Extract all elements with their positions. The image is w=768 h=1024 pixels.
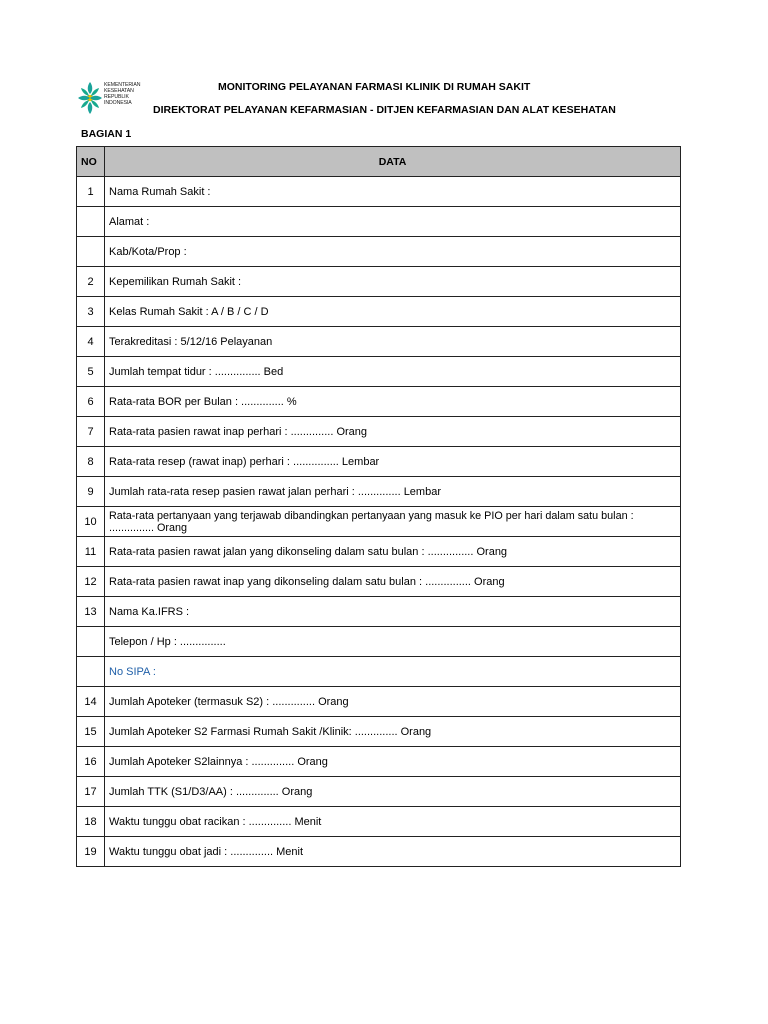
table-row: [77, 237, 681, 267]
row-number: 7: [77, 417, 105, 447]
table-row: [77, 687, 681, 717]
row-data[interactable]: Jumlah Apoteker (termasuk S2) : .............. Orang: [105, 687, 681, 717]
row-number: 5: [77, 357, 105, 387]
row-data[interactable]: Waktu tunggu obat jadi : .............. Menit: [105, 837, 681, 867]
table-row: [77, 747, 681, 777]
kemenkes-logo: [77, 78, 149, 120]
table-row: [77, 297, 681, 327]
table-row: [77, 807, 681, 837]
table-row: [77, 327, 681, 357]
row-number: 18: [77, 807, 105, 837]
row-data[interactable]: Rata-rata pasien rawat jalan yang dikonseling dalam satu bulan : ............... Orang: [105, 537, 681, 567]
row-data[interactable]: Rata-rata pertanyaan yang terjawab dibandingkan pertanyaan yang masuk ke PIO per hari dalam satu bulan : ............... Orang: [105, 507, 681, 537]
row-data[interactable]: Kab/Kota/Prop :: [105, 237, 681, 267]
header-no: NO: [77, 147, 105, 177]
row-number: 3: [77, 297, 105, 327]
document-title: MONITORING PELAYANAN FARMASI KLINIK DI RUMAH SAKIT: [218, 81, 531, 93]
table-row: [77, 507, 681, 537]
row-number: 8: [77, 447, 105, 477]
table-row: [77, 777, 681, 807]
table-row: [77, 267, 681, 297]
row-data[interactable]: Telepon / Hp : ...............: [105, 627, 681, 657]
row-data[interactable]: Kepemilikan Rumah Sakit :: [105, 267, 681, 297]
row-number: 10: [77, 507, 105, 537]
row-number: [77, 657, 105, 687]
row-data[interactable]: Rata-rata pasien rawat inap perhari : .............. Orang: [105, 417, 681, 447]
row-number: 16: [77, 747, 105, 777]
row-number: [77, 627, 105, 657]
row-number: 17: [77, 777, 105, 807]
row-number: 14: [77, 687, 105, 717]
table-row: [77, 597, 681, 627]
logo-text: KEMENTERIAN KESEHATAN REPUBLIK INDONESIA: [104, 82, 141, 106]
row-data[interactable]: Nama Ka.IFRS :: [105, 597, 681, 627]
table-row: [77, 417, 681, 447]
row-number: 19: [77, 837, 105, 867]
row-number: 4: [77, 327, 105, 357]
row-data[interactable]: Jumlah rata-rata resep pasien rawat jalan perhari : .............. Lembar: [105, 477, 681, 507]
section-label: BAGIAN 1: [81, 128, 132, 140]
table-row: [77, 387, 681, 417]
data-table: [76, 146, 681, 867]
row-number: 13: [77, 597, 105, 627]
row-data[interactable]: Jumlah tempat tidur : ............... Bed: [105, 357, 681, 387]
row-number: 9: [77, 477, 105, 507]
row-data[interactable]: Terakreditasi : 5/12/16 Pelayanan: [105, 327, 681, 357]
row-data[interactable]: Rata-rata BOR per Bulan : .............. %: [105, 387, 681, 417]
document-subtitle: DIREKTORAT PELAYANAN KEFARMASIAN - DITJEN KEFARMASIAN DAN ALAT KESEHATAN: [153, 104, 616, 116]
table-row: [77, 447, 681, 477]
row-data[interactable]: Nama Rumah Sakit :: [105, 177, 681, 207]
row-data[interactable]: Rata-rata pasien rawat inap yang dikonseling dalam satu bulan : ............... Orang: [105, 567, 681, 597]
row-number: [77, 237, 105, 267]
row-number: 11: [77, 537, 105, 567]
table-row: [77, 717, 681, 747]
row-data[interactable]: Rata-rata resep (rawat inap) perhari : ............... Lembar: [105, 447, 681, 477]
row-data[interactable]: Alamat :: [105, 207, 681, 237]
kemenkes-logo-icon: [77, 80, 103, 116]
row-data[interactable]: Kelas Rumah Sakit : A / B / C / D: [105, 297, 681, 327]
table-row: [77, 837, 681, 867]
table-row: [77, 537, 681, 567]
row-data[interactable]: Jumlah Apoteker S2lainnya : .............. Orang: [105, 747, 681, 777]
row-number: 12: [77, 567, 105, 597]
row-number: 1: [77, 177, 105, 207]
table-row: [77, 357, 681, 387]
table-row: [77, 207, 681, 237]
row-number: 6: [77, 387, 105, 417]
row-number: [77, 207, 105, 237]
table-row: [77, 567, 681, 597]
table-row: [77, 177, 681, 207]
table-row: [77, 627, 681, 657]
row-data-sipa[interactable]: No SIPA :: [105, 657, 681, 687]
row-data[interactable]: Jumlah Apoteker S2 Farmasi Rumah Sakit /Klinik: .............. Orang: [105, 717, 681, 747]
row-data[interactable]: Jumlah TTK (S1/D3/AA) : .............. Orang: [105, 777, 681, 807]
table-row: [77, 657, 681, 687]
header-data: DATA: [105, 147, 681, 177]
row-number: 15: [77, 717, 105, 747]
table-row: [77, 477, 681, 507]
row-number: 2: [77, 267, 105, 297]
row-data[interactable]: Waktu tunggu obat racikan : .............. Menit: [105, 807, 681, 837]
table-header-row: [77, 147, 681, 177]
